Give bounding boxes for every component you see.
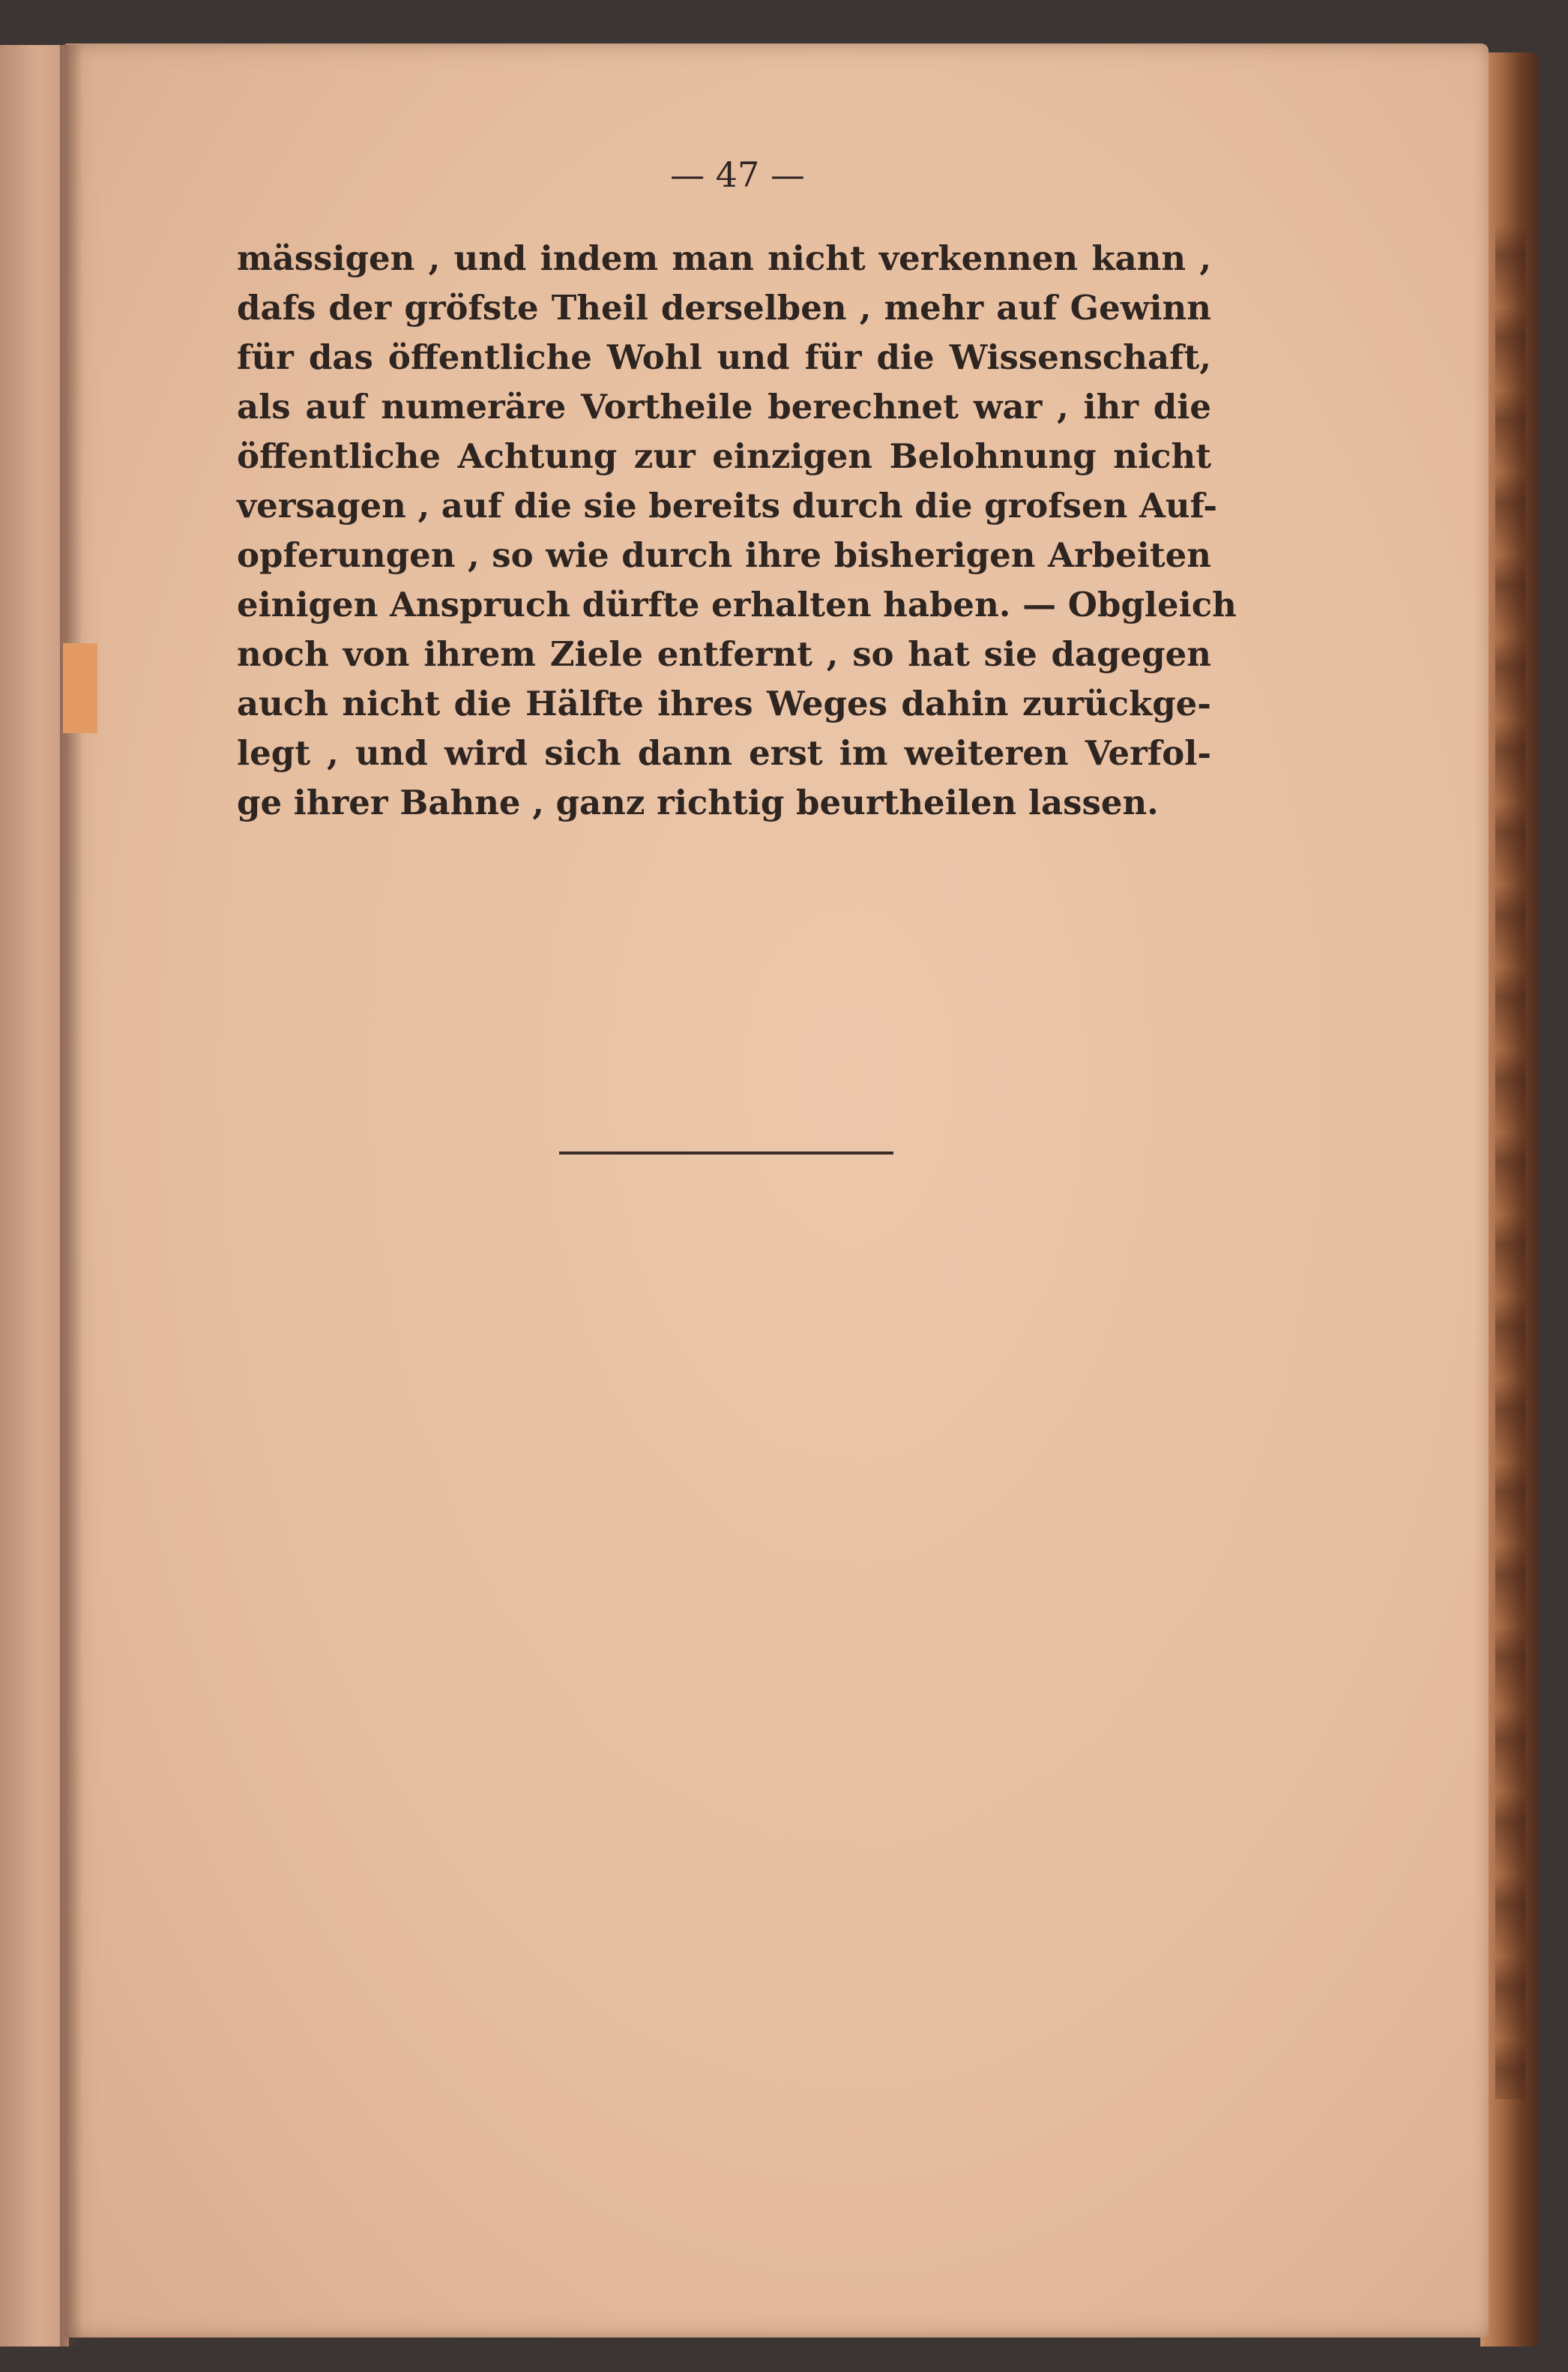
gutter-shadow [60, 45, 82, 2347]
text-line: auch nicht die Hälfte ihres Weges dahin zurückge- [237, 684, 1211, 723]
text-line: einigen Anspruch dürfte erhalten haben. — Obgleich [237, 585, 1237, 624]
text-line: als auf numeräre Vortheile berechnet war , ihr die [237, 387, 1211, 427]
cover-mottling [1495, 225, 1525, 2099]
text-line: versagen , auf die sie bereits durch die grofsen Auf- [237, 486, 1218, 526]
previous-page-edge [0, 45, 69, 2347]
text-line: mässigen , und indem man nicht verkennen kann , [237, 238, 1211, 278]
text-line: legt , und wird sich dann erst im weiteren Verfol- [237, 733, 1211, 773]
text-line: noch von ihrem Ziele entfernt , so hat sie dagegen [237, 634, 1211, 674]
text-line: öffentliche Achtung zur einzigen Belohnung nicht [237, 436, 1211, 476]
end-rule [559, 1152, 893, 1155]
text-line: opferungen , so wie durch ihre bisherigen Arbeiten [237, 535, 1211, 575]
text-line: dafs der gröfste Theil derselben , mehr auf Gewinn [237, 288, 1211, 328]
body-text [237, 234, 1237, 828]
text-line: für das öffentliche Wohl und für die Wissenschaft, [237, 337, 1211, 377]
paper-tab [63, 643, 97, 733]
page-number: — 47 — [670, 154, 805, 195]
text-line: ge ihrer Bahne , ganz richtig beurtheilen lassen. [237, 783, 1159, 822]
